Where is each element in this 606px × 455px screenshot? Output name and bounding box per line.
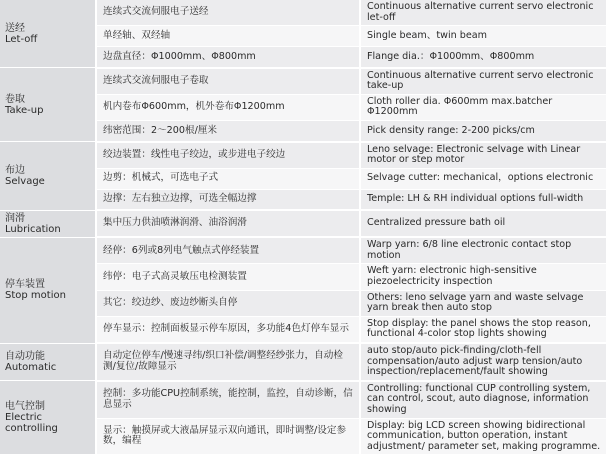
spec-en: Weft yarn: electronic high-sensitive piezoelectricity inspection bbox=[360, 264, 606, 290]
spec-zh: 经停：6列或8列电气触点式停经装置 bbox=[96, 237, 360, 264]
spec-en: Centralized pressure bath oil bbox=[360, 210, 606, 237]
spec-en: Flange dia.：Φ1000mm、Φ800mm bbox=[360, 47, 606, 68]
category-en: Automatic bbox=[5, 361, 57, 373]
spec-en: Selvage cutter: mechanical，options electronic bbox=[360, 168, 606, 189]
category-zh: 停车装置 bbox=[5, 279, 45, 291]
category-takeup bbox=[0, 68, 96, 142]
category-electric bbox=[0, 381, 96, 455]
spec-zh: 显示：触摸屏或大液晶屏显示双向通讯，即时调整/设定参数，编程 bbox=[96, 418, 360, 455]
spec-zh: 单经轴、双经轴 bbox=[96, 26, 360, 47]
spec-row bbox=[0, 210, 606, 237]
spec-row bbox=[0, 343, 606, 381]
category-zh: 送经 bbox=[5, 22, 25, 34]
spec-en: Continuous alternative current servo electronic take-up bbox=[360, 68, 606, 95]
category-en: Electric controlling bbox=[5, 412, 58, 435]
spec-zh: 机内卷布Φ600mm，机外卷布Φ1200mm bbox=[96, 94, 360, 120]
category-stop-motion bbox=[0, 237, 96, 343]
category-en: Let-off bbox=[5, 33, 38, 45]
spec-en: Stop display: the panel shows the stop reason, functional 4-color stop lights showing bbox=[360, 316, 606, 343]
spec-zh: 边撑：左右独立边撑，可选全幅边撑 bbox=[96, 189, 360, 210]
spec-en: Cloth roller dia. Φ600mm max.batcher Φ1200mm bbox=[360, 94, 606, 120]
spec-zh: 连续式交流伺服电子送经 bbox=[96, 0, 360, 26]
category-letoff bbox=[0, 0, 96, 68]
category-selvage bbox=[0, 142, 96, 211]
spec-en: Pick density range: 2-200 picks/cm bbox=[360, 121, 606, 142]
category-zh: 润滑 bbox=[5, 212, 25, 224]
spec-zh: 边剪：机械式，可选电子式 bbox=[96, 168, 360, 189]
spec-en: Display: big LCD screen showing bidirectional communication, button operation, instant adjustment/ parameter set, making programme. bbox=[360, 418, 606, 455]
spec-zh: 纬停：电子式高灵敏压电检测装置 bbox=[96, 264, 360, 290]
spec-en: Temple: LH & RH individual options full-width bbox=[360, 189, 606, 210]
spec-row bbox=[0, 68, 606, 95]
category-zh: 自动功能 bbox=[5, 350, 45, 362]
spec-en: auto stop/auto pick-finding/cloth-fell compensation/auto adjust warp tension/auto inspection/replacement/fault showing bbox=[360, 343, 606, 381]
spec-en: Others: leno selvage yarn and waste selvage yarn break then auto stop bbox=[360, 290, 606, 316]
spec-en: Warp yarn: 6/8 line electronic contact stop motion bbox=[360, 237, 606, 264]
spec-en: Controlling: functional CUP controlling system, can control, scout, auto diagnose, information showing bbox=[360, 381, 606, 418]
spec-row bbox=[0, 0, 606, 26]
category-zh: 布边 bbox=[5, 164, 25, 176]
spec-zh: 连续式交流伺服电子卷取 bbox=[96, 68, 360, 95]
category-automatic bbox=[0, 343, 96, 381]
category-en: Selvage bbox=[5, 175, 45, 187]
spec-zh: 自动定位停车/慢速寻纬/织口补偿/调整经纱张力，自动检测/复位/故障显示 bbox=[96, 343, 360, 381]
category-en: Lubrication bbox=[5, 223, 61, 235]
spec-zh: 其它：绞边纱、废边纱断头自停 bbox=[96, 290, 360, 316]
spec-row bbox=[0, 237, 606, 264]
spec-zh: 集中压力供油喷淋润滑、油浴润滑 bbox=[96, 210, 360, 237]
spec-zh: 纬密范围：2～200根/厘米 bbox=[96, 121, 360, 142]
spec-en: Leno selvage: Electronic selvage with Linear motor or step motor bbox=[360, 142, 606, 169]
category-en: Take-up bbox=[5, 104, 44, 116]
spec-en: Single beam、twin beam bbox=[360, 26, 606, 47]
spec-row bbox=[0, 381, 606, 418]
spec-zh: 边盘直径：Φ1000mm、Φ800mm bbox=[96, 47, 360, 68]
category-en: Stop motion bbox=[5, 290, 66, 302]
spec-zh: 绞边装置：线性电子绞边，或步进电子绞边 bbox=[96, 142, 360, 169]
spec-zh: 控制：多功能CPU控制系统，能控制，监控，自动诊断，信息显示 bbox=[96, 381, 360, 418]
spec-zh: 停车显示：控制面板显示停车原因，多功能4色灯停车显示 bbox=[96, 316, 360, 343]
category-zh: 卷取 bbox=[5, 93, 25, 105]
spec-en: Continuous alternative current servo electronic let-off bbox=[360, 0, 606, 26]
category-lubrication bbox=[0, 210, 96, 237]
spec-row bbox=[0, 142, 606, 169]
category-zh: 电气控制 bbox=[5, 401, 45, 413]
